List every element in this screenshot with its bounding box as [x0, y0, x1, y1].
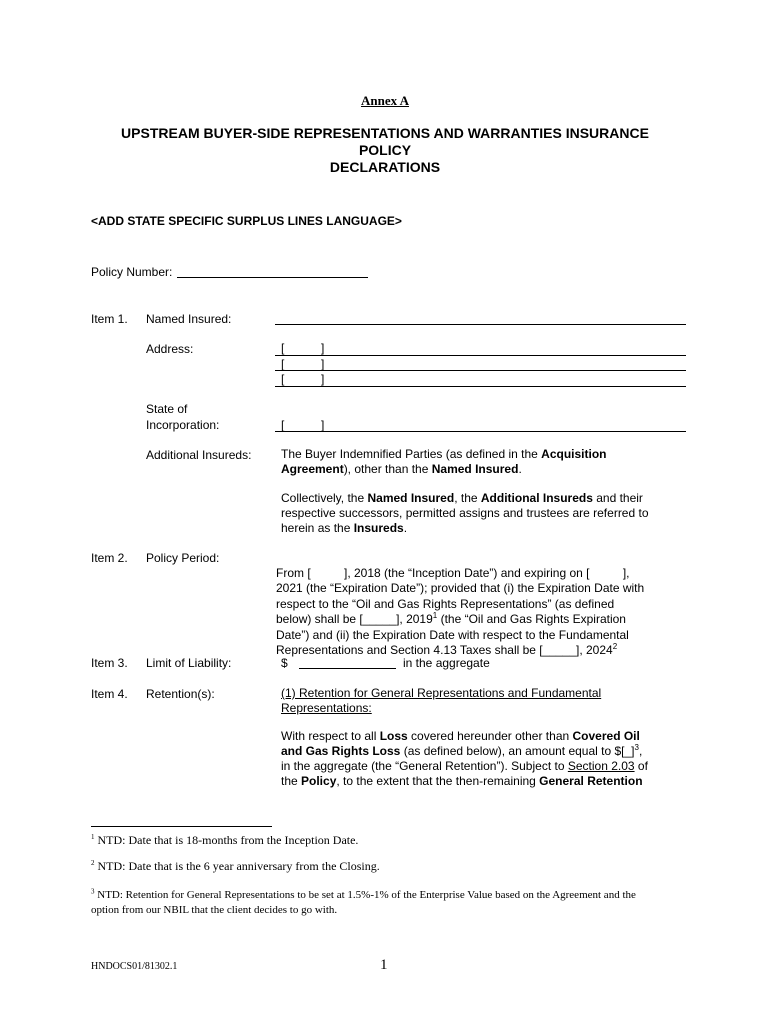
- address-field-3[interactable]: [275, 386, 686, 387]
- text-run: respective successors, permitted assigns and trustees are referred to: [281, 506, 649, 520]
- item-1-number: Item 1.: [91, 312, 128, 326]
- state-value: [281, 418, 324, 432]
- defined-term: Insureds: [353, 521, 404, 535]
- text-line: 2021 (the “Expiration Date”); provided that (i) the Expiration Date with: [276, 581, 645, 595]
- additional-insureds-text: [281, 447, 681, 477]
- state-field[interactable]: [275, 431, 686, 432]
- named-insured-label: Named Insured:: [146, 312, 232, 326]
- bracket-close: ]: [321, 418, 325, 432]
- text-run: herein as the: [281, 521, 354, 535]
- text-line: From [ ], 2018 (the “Inception Date”) and expiring on [ ],: [276, 565, 630, 580]
- title-line: POLICY: [358, 142, 412, 158]
- policy-period-text: [276, 550, 686, 659]
- address-line-1: [281, 341, 324, 355]
- bracket-open: [: [281, 357, 285, 371]
- text-line: respect to the “Oil and Gas Rights Representations” (as defined: [276, 596, 615, 611]
- footnote-separator: [91, 826, 272, 827]
- text-run: , the: [454, 491, 481, 505]
- retention-heading: [281, 686, 681, 716]
- footnote-text: NTD: Date that is 18-months from the Inception Date.: [97, 833, 359, 847]
- bracket-open: [: [281, 341, 285, 355]
- title-line: DECLARATIONS: [329, 159, 441, 175]
- text-run: , to the extent that the then-remaining: [336, 774, 540, 788]
- policy-number-label: Policy Number:: [91, 265, 173, 279]
- item-4-number: Item 4.: [91, 687, 128, 701]
- text-run: .: [518, 462, 522, 476]
- text-run: and their: [592, 491, 643, 505]
- defined-term: Acquisition: [541, 447, 607, 461]
- state-label-1: State of: [146, 402, 188, 416]
- footnote-text: NTD: Date that is the 6 year anniversary from the Closing.: [97, 859, 380, 873]
- bracket-close: ]: [321, 357, 325, 371]
- document-title: [0, 125, 770, 176]
- footnote-number: 2: [91, 859, 95, 867]
- text-run: Representations:: [281, 701, 372, 715]
- text-run: of: [634, 759, 648, 773]
- address-label: Address:: [146, 342, 194, 356]
- footnote-text: NTD: Retention for General Representations to be set at 1.5%-1% of the Enterprise Value based on the Agreement and the: [97, 889, 636, 901]
- limit-dollar-sign: $: [281, 656, 288, 670]
- defined-term: and Gas Rights Loss: [281, 744, 401, 758]
- title-line: UPSTREAM BUYER-SIDE REPRESENTATIONS AND WARRANTIES INSURANCE: [121, 125, 649, 141]
- defined-term: Agreement: [281, 462, 344, 476]
- footnote-number: 3: [91, 887, 95, 896]
- bracket-close: ]: [321, 341, 325, 355]
- defined-term: Named Insured: [367, 491, 455, 505]
- defined-term: Named Insured: [431, 462, 519, 476]
- page-number: 1: [380, 957, 388, 973]
- defined-term: Policy: [301, 774, 337, 788]
- address-line-3: [281, 372, 324, 386]
- defined-term: Additional Insureds: [480, 491, 593, 505]
- footnote-ref[interactable]: 3: [634, 743, 639, 752]
- bracket-close: ]: [321, 372, 325, 386]
- text-run: With respect to all: [281, 729, 380, 743]
- bracket-open: [: [281, 372, 285, 386]
- defined-term: General Retention: [539, 774, 643, 788]
- collectively-paragraph: [281, 491, 681, 536]
- item-3-number: Item 3.: [91, 656, 128, 670]
- text-run: (1) Retention for General Representations and Fundamental: [281, 686, 602, 700]
- limit-amount-field[interactable]: [299, 668, 396, 669]
- text-run: the: [281, 774, 302, 788]
- address-line-2: [281, 357, 324, 371]
- retention-body: [281, 729, 681, 789]
- document-id: HNDOCS01/81302.1: [91, 961, 178, 972]
- policy-number-field[interactable]: [177, 277, 368, 278]
- footnote-number: 1: [91, 833, 95, 841]
- surplus-lines-placeholder: <ADD STATE SPECIFIC SURPLUS LINES LANGUAGE>: [91, 214, 402, 228]
- text-line: (the “Oil and Gas Rights Expiration: [437, 612, 626, 626]
- additional-insureds-label: Additional Insureds:: [146, 448, 252, 462]
- retentions-label: Retention(s):: [146, 687, 215, 701]
- text-run: ,: [638, 744, 643, 758]
- text-line: Representations and Section 4.13 Taxes shall be [_____], 2024: [276, 643, 613, 657]
- footnote-1: [91, 833, 358, 848]
- text-line: below) shall be [_____], 2019: [276, 612, 433, 626]
- text-run: ), other than the: [343, 462, 432, 476]
- item-2-number: Item 2.: [91, 551, 128, 565]
- address-field-2[interactable]: [275, 370, 686, 371]
- text-run: .: [403, 521, 408, 535]
- defined-term: Loss: [379, 729, 408, 743]
- text-run: Collectively, the: [281, 491, 368, 505]
- text-run: covered hereunder other than: [407, 729, 573, 743]
- footnote-3: [91, 888, 691, 918]
- limit-suffix: in the aggregate: [403, 656, 490, 670]
- text-run: (as defined below), an amount equal to $[_]: [400, 744, 635, 758]
- address-field-1[interactable]: [275, 355, 686, 356]
- annex-heading: Annex A: [360, 93, 410, 108]
- text-run: The Buyer Indemnified Parties (as defined in the: [281, 447, 542, 461]
- named-insured-field[interactable]: [275, 324, 686, 325]
- text-run: in the aggregate (the “General Retention”). Subject to: [281, 759, 568, 773]
- defined-term: Covered Oil: [572, 729, 640, 743]
- bracket-open: [: [281, 418, 285, 432]
- limit-of-liability-label: Limit of Liability:: [146, 656, 232, 670]
- footnote-2: [91, 859, 380, 874]
- section-link[interactable]: Section 2.03: [567, 759, 635, 773]
- footnote-ref[interactable]: 1: [432, 611, 438, 620]
- footnote-ref[interactable]: 2: [612, 642, 618, 651]
- policy-period-label: Policy Period:: [146, 551, 220, 565]
- text-line: Date”) and (ii) the Expiration Date with respect to the Fundamental: [276, 627, 629, 642]
- footnote-text: option from our NBIL that the client decides to go with.: [91, 904, 338, 916]
- state-label-2: Incorporation:: [146, 418, 220, 432]
